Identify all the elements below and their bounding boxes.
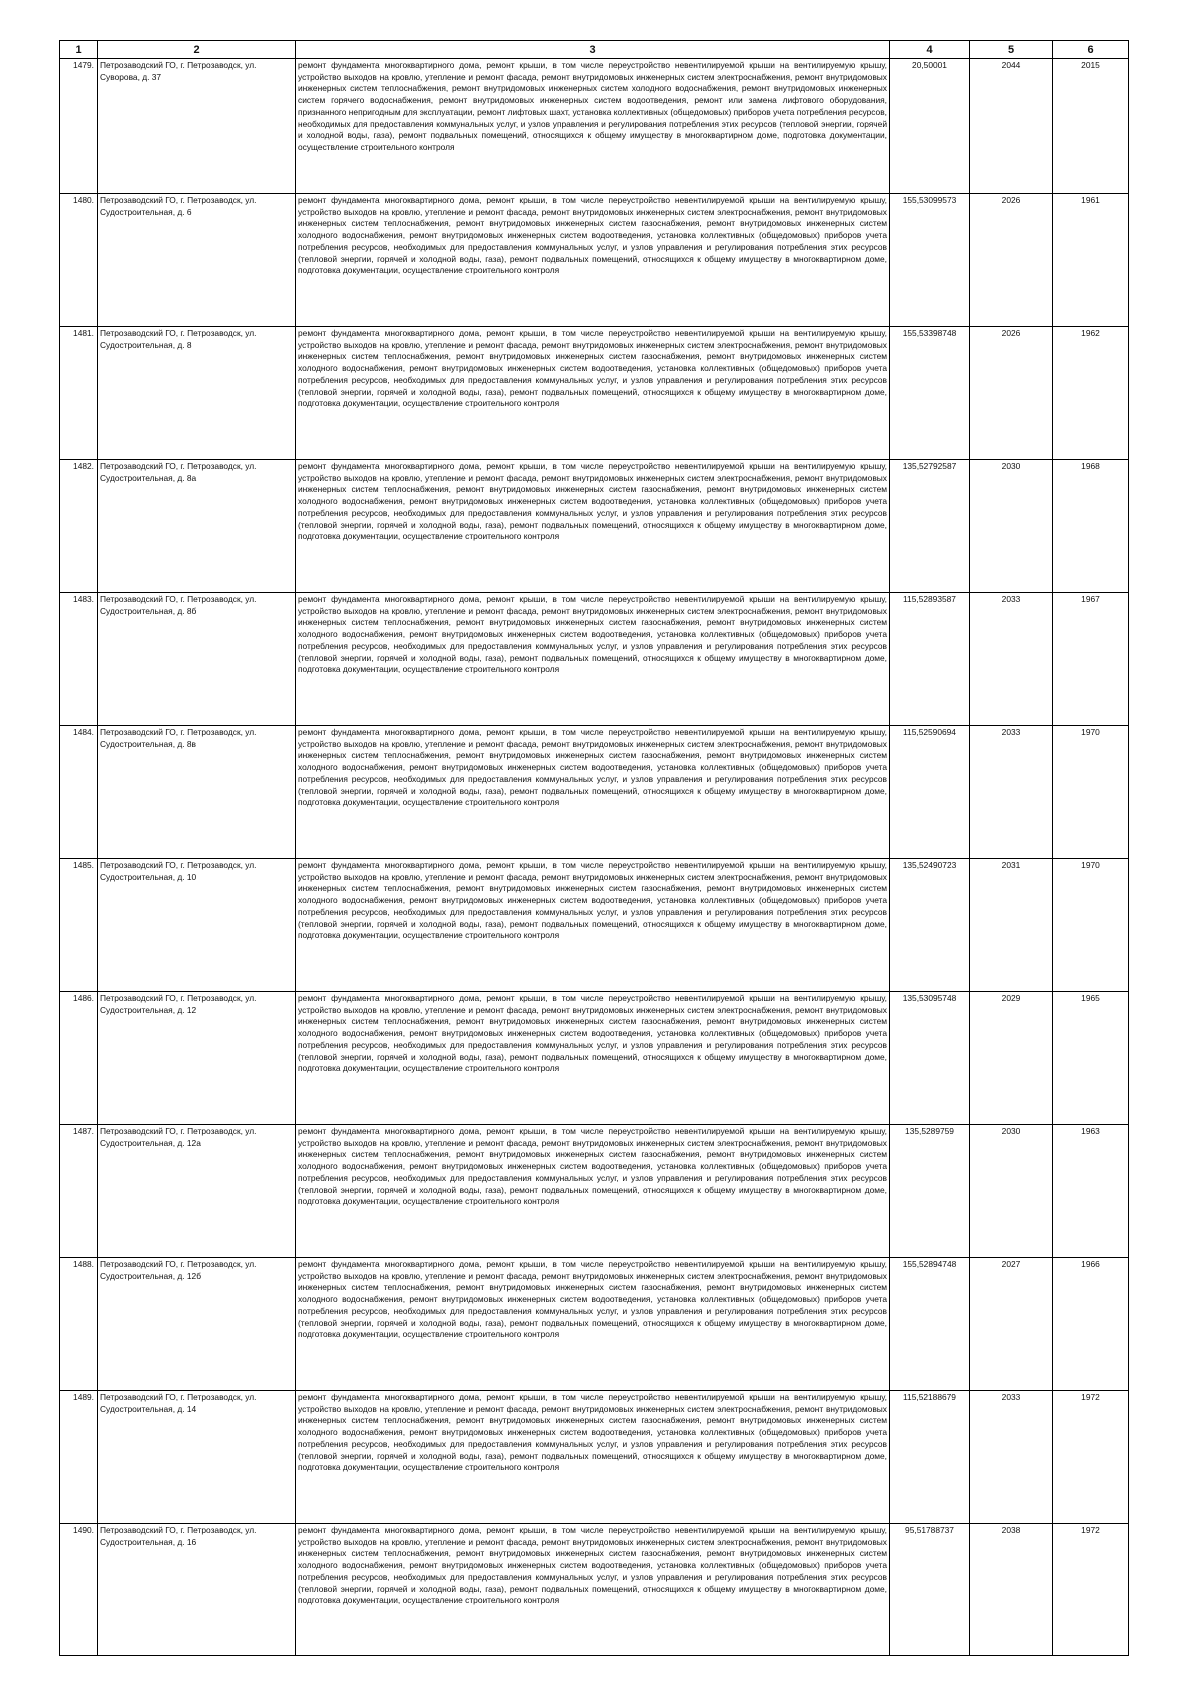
address-cell: Петрозаводский ГО, г. Петрозаводск, ул. Судостроительная, д. 14 bbox=[98, 1391, 296, 1524]
planned-year-cell: 2044 bbox=[970, 59, 1053, 194]
works-cell: ремонт фундамента многоквартирного дома, ремонт крыши, в том числе переустройство невентилируемой крыши на вентилируемую крышу, устройство выходов на кровлю, утепление и ремонт фасада, ремонт внутридомовых инженерных систем электроснабжения, ремонт внутридомовых инженерных систем теплоснабжения, ремонт внутридомовых инженерных систем газоснабжения, ремонт внутридомовых инженерных систем холодного водоснабжения, ремонт внутридомовых инженерных систем водоотведения, установка коллективных (общедомовых) приборов учета потребления ресурсов, необходимых для предоставления коммунальных услуг, и узлов управления и регулирования потребления этих ресурсов (тепловой энергии, горячей и холодной воды, газа), ремонт подвальных помещений, относящихся к общему имуществу в многоквартирном доме, подготовка документации, осуществление строительного контроля bbox=[296, 194, 890, 327]
address-cell: Петрозаводский ГО, г. Петрозаводск, ул. Судостроительная, д. 16 bbox=[98, 1524, 296, 1656]
works-cell: ремонт фундамента многоквартирного дома, ремонт крыши, в том числе переустройство невентилируемой крыши на вентилируемую крышу, устройство выходов на кровлю, утепление и ремонт фасада, ремонт внутридомовых инженерных систем электроснабжения, ремонт внутридомовых инженерных систем теплоснабжения, ремонт внутридомовых инженерных систем газоснабжения, ремонт внутридомовых инженерных систем холодного водоснабжения, ремонт внутридомовых инженерных систем водоотведения, установка коллективных (общедомовых) приборов учета потребления ресурсов, необходимых для предоставления коммунальных услуг, и узлов управления и регулирования потребления этих ресурсов (тепловой энергии, горячей и холодной воды, газа), ремонт подвальных помещений, относящихся к общему имуществу в многоквартирном доме, подготовка документации, осуществление строительного контроля bbox=[296, 726, 890, 859]
row-number: 1487. bbox=[60, 1125, 98, 1258]
value-cell: 135,53095748 bbox=[890, 992, 970, 1125]
planned-year-cell: 2030 bbox=[970, 1125, 1053, 1258]
value-cell: 135,52490723 bbox=[890, 859, 970, 992]
table-row bbox=[60, 194, 1129, 327]
table-row bbox=[60, 859, 1129, 992]
address-cell: Петрозаводский ГО, г. Петрозаводск, ул. Судостроительная, д. 8в bbox=[98, 726, 296, 859]
works-cell: ремонт фундамента многоквартирного дома, ремонт крыши, в том числе переустройство невентилируемой крыши на вентилируемую крышу, устройство выходов на кровлю, утепление и ремонт фасада, ремонт внутридомовых инженерных систем электроснабжения, ремонт внутридомовых инженерных систем теплоснабжения, ремонт внутридомовых инженерных систем холодного водоснабжения, ремонт внутридомовых инженерных систем горячего водоснабжения, ремонт внутридомовых инженерных систем водоотведения, ремонт или замена лифтового оборудования, признанного непригодным для эксплуатации, ремонт лифтовых шахт, установка коллективных (общедомовых) приборов учета потребления ресурсов, необходимых для предоставления коммунальных услуг, и узлов управления и регулирования потребления этих ресурсов (тепловой энергии, горячей и холодной воды, газа), ремонт подвальных помещений, относящихся к общему имуществу в многоквартирном доме, подготовка документации, осуществление строительного контроля bbox=[296, 59, 890, 194]
row-number: 1483. bbox=[60, 593, 98, 726]
planned-year-cell: 2033 bbox=[970, 726, 1053, 859]
value-cell: 95,51788737 bbox=[890, 1524, 970, 1656]
value-cell: 155,52894748 bbox=[890, 1258, 970, 1391]
row-number: 1484. bbox=[60, 726, 98, 859]
value-cell: 115,52893587 bbox=[890, 593, 970, 726]
value-cell: 115,52188679 bbox=[890, 1391, 970, 1524]
value-cell: 135,52792587 bbox=[890, 460, 970, 593]
column-number-header-row bbox=[60, 41, 1129, 59]
row-number: 1482. bbox=[60, 460, 98, 593]
build-year-cell: 1968 bbox=[1053, 460, 1129, 593]
planned-year-cell: 2027 bbox=[970, 1258, 1053, 1391]
planned-year-cell: 2033 bbox=[970, 1391, 1053, 1524]
works-cell: ремонт фундамента многоквартирного дома, ремонт крыши, в том числе переустройство невентилируемой крыши на вентилируемую крышу, устройство выходов на кровлю, утепление и ремонт фасада, ремонт внутридомовых инженерных систем электроснабжения, ремонт внутридомовых инженерных систем теплоснабжения, ремонт внутридомовых инженерных систем газоснабжения, ремонт внутридомовых инженерных систем холодного водоснабжения, ремонт внутридомовых инженерных систем водоотведения, установка коллективных (общедомовых) приборов учета потребления ресурсов, необходимых для предоставления коммунальных услуг, и узлов управления и регулирования потребления этих ресурсов (тепловой энергии, горячей и холодной воды, газа), ремонт подвальных помещений, относящихся к общему имуществу в многоквартирном доме, подготовка документации, осуществление строительного контроля bbox=[296, 1524, 890, 1656]
column-header-4: 4 bbox=[890, 41, 970, 59]
build-year-cell: 1965 bbox=[1053, 992, 1129, 1125]
works-cell: ремонт фундамента многоквартирного дома, ремонт крыши, в том числе переустройство невентилируемой крыши на вентилируемую крышу, устройство выходов на кровлю, утепление и ремонт фасада, ремонт внутридомовых инженерных систем электроснабжения, ремонт внутридомовых инженерных систем теплоснабжения, ремонт внутридомовых инженерных систем газоснабжения, ремонт внутридомовых инженерных систем холодного водоснабжения, ремонт внутридомовых инженерных систем водоотведения, установка коллективных (общедомовых) приборов учета потребления ресурсов, необходимых для предоставления коммунальных услуг, и узлов управления и регулирования потребления этих ресурсов (тепловой энергии, горячей и холодной воды, газа), ремонт подвальных помещений, относящихся к общему имуществу в многоквартирном доме, подготовка документации, осуществление строительного контроля bbox=[296, 859, 890, 992]
works-cell: ремонт фундамента многоквартирного дома, ремонт крыши, в том числе переустройство невентилируемой крыши на вентилируемую крышу, устройство выходов на кровлю, утепление и ремонт фасада, ремонт внутридомовых инженерных систем электроснабжения, ремонт внутридомовых инженерных систем теплоснабжения, ремонт внутридомовых инженерных систем газоснабжения, ремонт внутридомовых инженерных систем холодного водоснабжения, ремонт внутридомовых инженерных систем водоотведения, установка коллективных (общедомовых) приборов учета потребления ресурсов, необходимых для предоставления коммунальных услуг, и узлов управления и регулирования потребления этих ресурсов (тепловой энергии, горячей и холодной воды, газа), ремонт подвальных помещений, относящихся к общему имуществу в многоквартирном доме, подготовка документации, осуществление строительного контроля bbox=[296, 992, 890, 1125]
row-number: 1490. bbox=[60, 1524, 98, 1656]
planned-year-cell: 2033 bbox=[970, 593, 1053, 726]
build-year-cell: 2015 bbox=[1053, 59, 1129, 194]
works-cell: ремонт фундамента многоквартирного дома, ремонт крыши, в том числе переустройство невентилируемой крыши на вентилируемую крышу, устройство выходов на кровлю, утепление и ремонт фасада, ремонт внутридомовых инженерных систем электроснабжения, ремонт внутридомовых инженерных систем теплоснабжения, ремонт внутридомовых инженерных систем газоснабжения, ремонт внутридомовых инженерных систем холодного водоснабжения, ремонт внутридомовых инженерных систем водоотведения, установка коллективных (общедомовых) приборов учета потребления ресурсов, необходимых для предоставления коммунальных услуг, и узлов управления и регулирования потребления этих ресурсов (тепловой энергии, горячей и холодной воды, газа), ремонт подвальных помещений, относящихся к общему имуществу в многоквартирном доме, подготовка документации, осуществление строительного контроля bbox=[296, 593, 890, 726]
table-row bbox=[60, 59, 1129, 194]
build-year-cell: 1966 bbox=[1053, 1258, 1129, 1391]
table-row bbox=[60, 460, 1129, 593]
works-cell: ремонт фундамента многоквартирного дома, ремонт крыши, в том числе переустройство невентилируемой крыши на вентилируемую крышу, устройство выходов на кровлю, утепление и ремонт фасада, ремонт внутридомовых инженерных систем электроснабжения, ремонт внутридомовых инженерных систем теплоснабжения, ремонт внутридомовых инженерных систем газоснабжения, ремонт внутридомовых инженерных систем холодного водоснабжения, ремонт внутридомовых инженерных систем водоотведения, установка коллективных (общедомовых) приборов учета потребления ресурсов, необходимых для предоставления коммунальных услуг, и узлов управления и регулирования потребления этих ресурсов (тепловой энергии, горячей и холодной воды, газа), ремонт подвальных помещений, относящихся к общему имуществу в многоквартирном доме, подготовка документации, осуществление строительного контроля bbox=[296, 1258, 890, 1391]
address-cell: Петрозаводский ГО, г. Петрозаводск, ул. Судостроительная, д. 12а bbox=[98, 1125, 296, 1258]
address-cell: Петрозаводский ГО, г. Петрозаводск, ул. Судостроительная, д. 8б bbox=[98, 593, 296, 726]
column-header-1: 1 bbox=[60, 41, 98, 59]
build-year-cell: 1972 bbox=[1053, 1391, 1129, 1524]
build-year-cell: 1972 bbox=[1053, 1524, 1129, 1656]
works-cell: ремонт фундамента многоквартирного дома, ремонт крыши, в том числе переустройство невентилируемой крыши на вентилируемую крышу, устройство выходов на кровлю, утепление и ремонт фасада, ремонт внутридомовых инженерных систем электроснабжения, ремонт внутридомовых инженерных систем теплоснабжения, ремонт внутридомовых инженерных систем газоснабжения, ремонт внутридомовых инженерных систем холодного водоснабжения, ремонт внутридомовых инженерных систем водоотведения, установка коллективных (общедомовых) приборов учета потребления ресурсов, необходимых для предоставления коммунальных услуг, и узлов управления и регулирования потребления этих ресурсов (тепловой энергии, горячей и холодной воды, газа), ремонт подвальных помещений, относящихся к общему имуществу в многоквартирном доме, подготовка документации, осуществление строительного контроля bbox=[296, 1125, 890, 1258]
table-row bbox=[60, 327, 1129, 460]
row-number: 1479. bbox=[60, 59, 98, 194]
value-cell: 155,53398748 bbox=[890, 327, 970, 460]
table-row bbox=[60, 726, 1129, 859]
value-cell: 135,5289759 bbox=[890, 1125, 970, 1258]
column-header-6: 6 bbox=[1053, 41, 1129, 59]
planned-year-cell: 2026 bbox=[970, 327, 1053, 460]
value-cell: 20,50001 bbox=[890, 59, 970, 194]
column-header-5: 5 bbox=[970, 41, 1053, 59]
capital-repair-table bbox=[59, 40, 1129, 1656]
address-cell: Петрозаводский ГО, г. Петрозаводск, ул. Судостроительная, д. 12б bbox=[98, 1258, 296, 1391]
document-page bbox=[59, 40, 1128, 1656]
row-number: 1488. bbox=[60, 1258, 98, 1391]
build-year-cell: 1970 bbox=[1053, 726, 1129, 859]
table-row bbox=[60, 992, 1129, 1125]
build-year-cell: 1961 bbox=[1053, 194, 1129, 327]
table-row bbox=[60, 1258, 1129, 1391]
row-number: 1486. bbox=[60, 992, 98, 1125]
row-number: 1480. bbox=[60, 194, 98, 327]
address-cell: Петрозаводский ГО, г. Петрозаводск, ул. Судостроительная, д. 6 bbox=[98, 194, 296, 327]
table-row bbox=[60, 1391, 1129, 1524]
works-cell: ремонт фундамента многоквартирного дома, ремонт крыши, в том числе переустройство невентилируемой крыши на вентилируемую крышу, устройство выходов на кровлю, утепление и ремонт фасада, ремонт внутридомовых инженерных систем электроснабжения, ремонт внутридомовых инженерных систем теплоснабжения, ремонт внутридомовых инженерных систем газоснабжения, ремонт внутридомовых инженерных систем холодного водоснабжения, ремонт внутридомовых инженерных систем водоотведения, установка коллективных (общедомовых) приборов учета потребления ресурсов, необходимых для предоставления коммунальных услуг, и узлов управления и регулирования потребления этих ресурсов (тепловой энергии, горячей и холодной воды, газа), ремонт подвальных помещений, относящихся к общему имуществу в многоквартирном доме, подготовка документации, осуществление строительного контроля bbox=[296, 327, 890, 460]
column-header-3: 3 bbox=[296, 41, 890, 59]
row-number: 1489. bbox=[60, 1391, 98, 1524]
planned-year-cell: 2029 bbox=[970, 992, 1053, 1125]
address-cell: Петрозаводский ГО, г. Петрозаводск, ул. Судостроительная, д. 12 bbox=[98, 992, 296, 1125]
value-cell: 115,52590694 bbox=[890, 726, 970, 859]
address-cell: Петрозаводский ГО, г. Петрозаводск, ул. Суворова, д. 37 bbox=[98, 59, 296, 194]
column-header-2: 2 bbox=[98, 41, 296, 59]
planned-year-cell: 2038 bbox=[970, 1524, 1053, 1656]
build-year-cell: 1962 bbox=[1053, 327, 1129, 460]
works-cell: ремонт фундамента многоквартирного дома, ремонт крыши, в том числе переустройство невентилируемой крыши на вентилируемую крышу, устройство выходов на кровлю, утепление и ремонт фасада, ремонт внутридомовых инженерных систем электроснабжения, ремонт внутридомовых инженерных систем теплоснабжения, ремонт внутридомовых инженерных систем газоснабжения, ремонт внутридомовых инженерных систем холодного водоснабжения, ремонт внутридомовых инженерных систем водоотведения, установка коллективных (общедомовых) приборов учета потребления ресурсов, необходимых для предоставления коммунальных услуг, и узлов управления и регулирования потребления этих ресурсов (тепловой энергии, горячей и холодной воды, газа), ремонт подвальных помещений, относящихся к общему имуществу в многоквартирном доме, подготовка документации, осуществление строительного контроля bbox=[296, 1391, 890, 1524]
row-number: 1485. bbox=[60, 859, 98, 992]
build-year-cell: 1967 bbox=[1053, 593, 1129, 726]
build-year-cell: 1963 bbox=[1053, 1125, 1129, 1258]
planned-year-cell: 2030 bbox=[970, 460, 1053, 593]
address-cell: Петрозаводский ГО, г. Петрозаводск, ул. Судостроительная, д. 8 bbox=[98, 327, 296, 460]
build-year-cell: 1970 bbox=[1053, 859, 1129, 992]
address-cell: Петрозаводский ГО, г. Петрозаводск, ул. Судостроительная, д. 10 bbox=[98, 859, 296, 992]
table-row bbox=[60, 593, 1129, 726]
address-cell: Петрозаводский ГО, г. Петрозаводск, ул. Судостроительная, д. 8а bbox=[98, 460, 296, 593]
planned-year-cell: 2031 bbox=[970, 859, 1053, 992]
value-cell: 155,53099573 bbox=[890, 194, 970, 327]
table-row bbox=[60, 1524, 1129, 1656]
works-cell: ремонт фундамента многоквартирного дома, ремонт крыши, в том числе переустройство невентилируемой крыши на вентилируемую крышу, устройство выходов на кровлю, утепление и ремонт фасада, ремонт внутридомовых инженерных систем электроснабжения, ремонт внутридомовых инженерных систем теплоснабжения, ремонт внутридомовых инженерных систем газоснабжения, ремонт внутридомовых инженерных систем холодного водоснабжения, ремонт внутридомовых инженерных систем водоотведения, установка коллективных (общедомовых) приборов учета потребления ресурсов, необходимых для предоставления коммунальных услуг, и узлов управления и регулирования потребления этих ресурсов (тепловой энергии, горячей и холодной воды, газа), ремонт подвальных помещений, относящихся к общему имуществу в многоквартирном доме, подготовка документации, осуществление строительного контроля bbox=[296, 460, 890, 593]
planned-year-cell: 2026 bbox=[970, 194, 1053, 327]
row-number: 1481. bbox=[60, 327, 98, 460]
table-row bbox=[60, 1125, 1129, 1258]
